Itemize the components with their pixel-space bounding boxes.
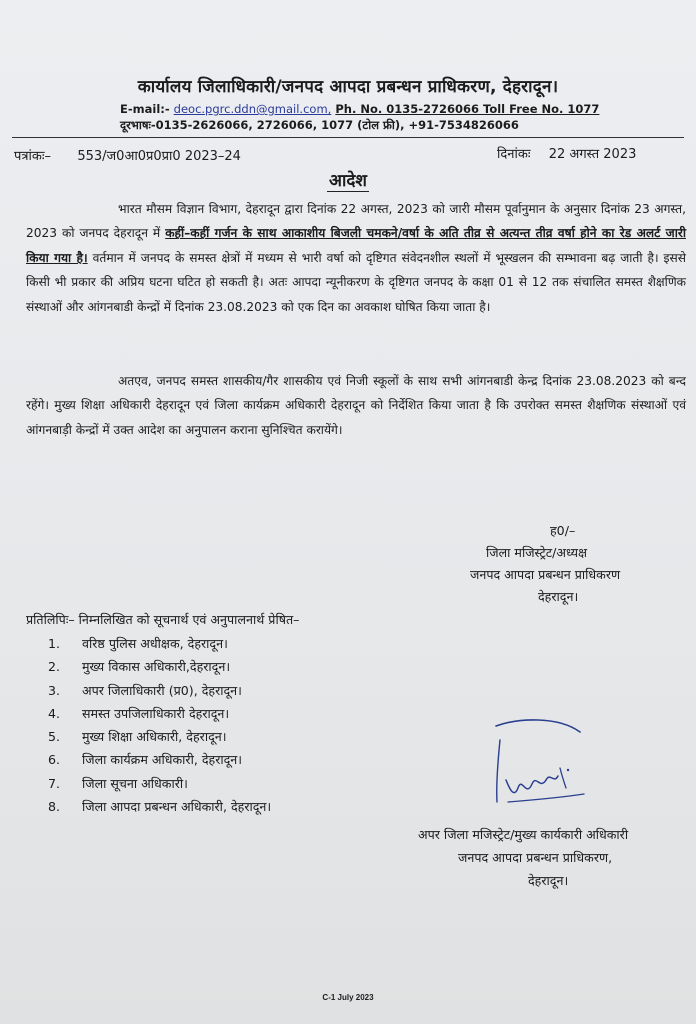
dm-organisation: जनपद आपदा प्रबन्धन प्राधिकरण — [470, 567, 621, 582]
list-item: 5. मुख्य शिक्षा अधिकारी, देहरादून। — [48, 729, 227, 745]
signatory-block-dm — [470, 520, 660, 608]
office-title: कार्यालय जिलाधिकारी/जनपद आपदा प्रबन्धन प्राधिकरण, देहरादून। — [137, 77, 559, 97]
email-label: E-mail:- — [120, 102, 170, 116]
list-item: 7. जिला सूचना अधिकारी। — [48, 775, 188, 791]
footer-code: C-1 July 2023 — [322, 993, 374, 1002]
phone-line: दूरभाषः-0135-2626066, 2726066, 1077 (टोल फ्री), +91-7534826066 — [120, 118, 519, 132]
copy-to-list — [26, 632, 271, 818]
copy-to-heading: प्रतिलिपिः– निम्नलिखित को सूचनार्थ एवं अनुपालनार्थ प्रेषित– — [26, 612, 300, 627]
signed-mark: ह0/– — [550, 523, 576, 538]
para1-body: वर्तमान में जनपद के समस्त क्षेत्रों में मध्यम से भारी वर्षा को दृष्टिगत संवेदनशील स्थलों में भूस्खलन की सम्भावना बढ़ जाती है। इससे किसी भी प्रकार की अप्रिय घटना घटित हो सकती है। अतः आपदा न्यूनीकरण के दृष्टिगत जनपद के कक्षा 01 से 12 तक संचालित समस्त शैक्षणिक संस्थाओं और आंगनबाडी केन्द्रों में दिनांक 23.08.2023 को एक दिन का अवकाश घोषित किया जाता है। — [26, 250, 687, 314]
email-link[interactable]: deoc.pgrc.ddn@gmail.com, — [173, 102, 332, 116]
order-title: आदेश — [329, 171, 367, 191]
handwritten-signature — [488, 710, 593, 810]
signatory-block-adm — [418, 823, 688, 892]
contact-line — [120, 102, 599, 116]
list-item: 1. वरिष्ठ पुलिस अधीक्षक, देहरादून। — [48, 636, 228, 651]
letter-date — [497, 144, 636, 162]
dm-designation: जिला मजिस्ट्रेट/अध्यक्ष — [486, 545, 588, 560]
reference-value: 553/ज0आ0प्र0प्रा0 2023–24 — [77, 149, 241, 164]
adm-city: देहरादून। — [528, 873, 569, 888]
list-item: 2. मुख्य विकास अधिकारी,देहरादून। — [48, 659, 231, 675]
reference-label: पत्रांकः– — [14, 149, 52, 164]
order-paragraph-2: अतएव, जनपद समस्त शासकीय/गैर शासकीय एवं निजी स्कूलों के साथ सभी आंगनबाडी केन्द्र दिनांक 23.08.2023 को बन्द रहेंगे। मुख्य शिक्षा अधिकारी देहरादून एवं जिला कार्यक्रम अधिकारी देहरादून को निर्देशित किया जाता है कि उपरोक्त समस्त शैक्षणिक संस्थाओं एवं आंगनबाड़ी केन्द्रों में उक्त आदेश का अनुपालन कराना सुनिश्चित करायेंगे। — [26, 374, 686, 437]
adm-designation: अपर जिला मजिस्ट्रेट/मुख्य कार्यकारी अधिकारी — [418, 827, 629, 842]
order-paragraph-1 — [26, 197, 686, 319]
reference-number — [14, 146, 241, 164]
phone-tollfree: Ph. No. 0135-2726066 Toll Free No. 1077 — [335, 102, 600, 116]
list-item: 6. जिला कार्यक्रम अधिकारी, देहरादून। — [48, 752, 243, 768]
para1-intro: भारत मौसम विज्ञान विभाग, देहरादून द्वारा दिनांक 22 अगस्त, 2023 को जारी मौसम पूर्वानुमान के अनुसार दिनांक 23 अगस्त, 2023 को जनपद देहरादून में — [26, 202, 686, 241]
date-label: दिनांकः — [497, 147, 531, 162]
red-alert-highlight: कहीं–कहीं गर्जन के साथ आकाशीय बिजली चमकने/वर्षा के अति तीव्र से अत्यन्त तीव्र वर्षा होने का रेड अलर्ट जारी किया गया है। — [26, 226, 686, 265]
list-item: 3. अपर जिलाधिकारी (प्र0), देहरादून। — [48, 682, 242, 698]
order-heading — [0, 168, 696, 191]
list-item: 8. जिला आपदा प्रबन्धन अधिकारी, देहरादून। — [48, 799, 272, 815]
list-item: 4. समस्त उपजिलाधिकारी देहरादून। — [48, 705, 230, 721]
date-value: 22 अगस्त 2023 — [548, 147, 637, 162]
header-divider — [12, 137, 684, 138]
adm-organisation: जनपद आपदा प्रबन्धन प्राधिकरण, — [458, 850, 613, 865]
dm-city: देहरादून। — [538, 589, 579, 604]
